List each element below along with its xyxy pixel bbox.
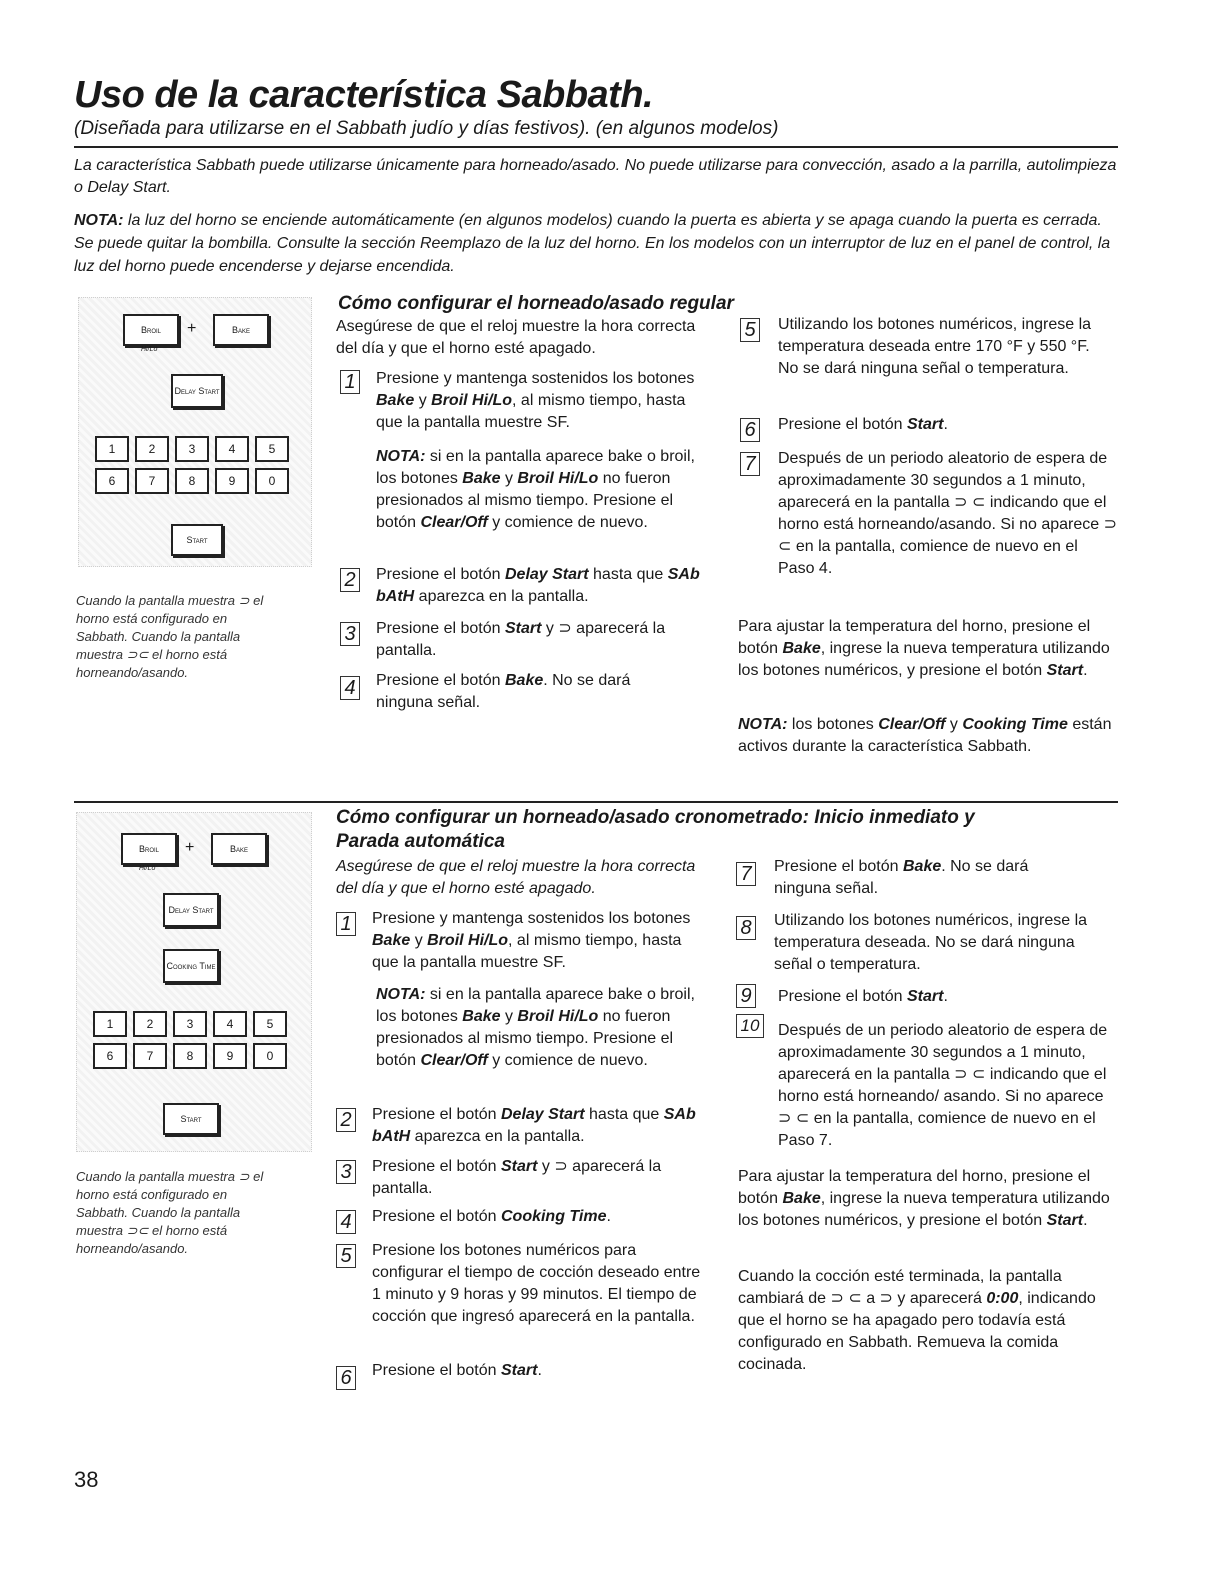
- section1-step-1-note: NOTA: si en la pantalla aparece bake o broil, los botones Bake y Broil Hi/Lo no fueron presionados al mismo tiempo. Presione el botón Clear/Off y comience de nuevo.: [376, 448, 695, 531]
- step-number-4: 4: [336, 1210, 356, 1234]
- start-key: Start: [163, 1103, 219, 1135]
- digit-key-1: 1: [93, 1011, 127, 1037]
- section1-step-1: Presione y mantenga sostenidos los botones Bake y Broil Hi/Lo, al mismo tiempo, hasta que la pantalla muestre SF.: [376, 370, 695, 431]
- panel-caption-2: Cuando la pantalla muestra ⊃ el horno está configurado en Sabbath. Cuando la pantalla muestra ⊃⊂ el horno está horneando/asando.: [76, 1169, 264, 1256]
- cooking-time-key: Cooking Time: [163, 949, 219, 983]
- step-number-3: 3: [336, 1160, 356, 1184]
- broil-key: Broil: [121, 833, 177, 865]
- section1-step-2: Presione el botón Delay Start hasta que SAb bAtH aparezca en la pantalla.: [376, 566, 700, 605]
- delay-start-key: Delay Start: [171, 374, 223, 408]
- digit-key-3: 3: [173, 1011, 207, 1037]
- section2-intro: Asegúrese de que el reloj muestre la hora correcta del día y que el horno esté apagado.: [336, 858, 696, 897]
- broil-key: Broil: [123, 314, 179, 346]
- step-number-7: 7: [740, 452, 760, 476]
- bake-key: Bake: [213, 314, 269, 346]
- intro-paragraph: La característica Sabbath puede utilizarse únicamente para horneado/asado. No puede utilizarse para convección, asado a la parrilla, autolimpieza o Delay Start.: [74, 157, 1117, 196]
- step-number-5: 5: [740, 318, 760, 342]
- digit-key-7: 7: [133, 1043, 167, 1069]
- digit-key-9: 9: [215, 468, 249, 494]
- section2-step-8: Utilizando los botones numéricos, ingrese la temperatura deseada. No se dará ninguna señal o temperatura.: [774, 912, 1088, 973]
- step-number-7: 7: [736, 862, 756, 886]
- section1-step-3: Presione el botón Start y ⊃ aparecerá la pantalla.: [376, 620, 666, 659]
- section1-step-5: Utilizando los botones numéricos, ingrese la temperatura deseada entre 170 °F y 550 °F. No se dará ninguna señal o temperatura.: [778, 316, 1092, 377]
- section2-step-1-note: NOTA: si en la pantalla aparece bake o broil, los botones Bake y Broil Hi/Lo no fueron presionados al mismo tiempo. Presione el botón Clear/Off y comience de nuevo.: [376, 986, 695, 1069]
- digit-key-2: 2: [133, 1011, 167, 1037]
- section1-title: Cómo configurar el horneado/asado regular: [338, 293, 734, 314]
- step-number-10: 10: [736, 1014, 764, 1038]
- section2-step-4: Presione el botón Cooking Time.: [372, 1208, 611, 1225]
- start-key: Start: [171, 524, 223, 556]
- control-panel-illustration-2: [76, 812, 312, 1152]
- page-title: Uso de la característica Sabbath.: [74, 74, 654, 116]
- step-number-1: 1: [336, 912, 356, 936]
- section2-step-7: Presione el botón Bake. No se dará ninguna señal.: [774, 858, 1029, 897]
- page-number: 38: [74, 1467, 99, 1492]
- note-label: NOTA:: [74, 212, 124, 229]
- step-number-2: 2: [340, 568, 360, 592]
- section2-step-3: Presione el botón Start y ⊃ aparecerá la pantalla.: [372, 1158, 662, 1197]
- digit-key-0: 0: [255, 468, 289, 494]
- section1-step-4: Presione el botón Bake. No se dará ninguna señal.: [376, 672, 631, 711]
- control-panel-illustration-1: [78, 297, 312, 567]
- plus-sign: +: [187, 320, 197, 337]
- section2-step-5: Presione los botones numéricos para configurar el tiempo de cocción deseado entre 1 minuto y 9 horas y 99 minutos. El tiempo de cocción que ingresó aparecerá en la pantalla.: [372, 1242, 701, 1325]
- digit-key-3: 3: [175, 436, 209, 462]
- step-number-9: 9: [736, 984, 756, 1008]
- hilo-label: Hi/Lo: [139, 865, 156, 872]
- section1-note: NOTA: los botones Clear/Off y Cooking Time están activos durante la característica Sabbath.: [738, 716, 1112, 755]
- step-number-5: 5: [336, 1244, 356, 1268]
- section2-step-10: Después de un periodo aleatorio de espera de aproximadamente 30 segundos a 1 minuto, aparecerá en la pantalla ⊃ ⊂ indicando que el horno está horneando/ asando. Si no aparece ⊃ ⊂ en la pantalla, comience de nuevo en el Paso 7.: [778, 1022, 1108, 1149]
- digit-key-2: 2: [135, 436, 169, 462]
- section2-step-1: Presione y mantenga sostenidos los botones Bake y Broil Hi/Lo, al mismo tiempo, hasta que la pantalla muestre SF.: [372, 910, 691, 971]
- section2-step-6: Presione el botón Start.: [372, 1362, 542, 1379]
- section2-step-9: Presione el botón Start.: [778, 988, 948, 1005]
- step-number-6: 6: [740, 418, 760, 442]
- digit-key-5: 5: [255, 436, 289, 462]
- section-divider: [74, 801, 1118, 803]
- page-subtitle: (Diseñada para utilizarse en el Sabbath judío y días festivos). (en algunos modelos): [74, 118, 779, 139]
- digit-key-9: 9: [213, 1043, 247, 1069]
- section1-step-6: Presione el botón Start.: [778, 416, 948, 433]
- section2-step-2: Presione el botón Delay Start hasta que SAb bAtH aparezca en la pantalla.: [372, 1106, 696, 1145]
- digit-key-6: 6: [95, 468, 129, 494]
- step-number-3: 3: [340, 622, 360, 646]
- digit-key-8: 8: [173, 1043, 207, 1069]
- step-number-1: 1: [340, 370, 360, 394]
- plus-sign: +: [185, 839, 195, 856]
- section1-step-7: Después de un periodo aleatorio de espera de aproximadamente 30 segundos a 1 minuto, aparecerá en la pantalla ⊃ ⊂ indicando que el horno está horneando/asando. Si no aparece ⊃ ⊂ en la pantalla, comience de nuevo en el Paso 4.: [778, 450, 1117, 577]
- step-number-4: 4: [340, 676, 360, 700]
- step-number-8: 8: [736, 916, 756, 940]
- step-number-6: 6: [336, 1366, 356, 1390]
- digit-key-5: 5: [253, 1011, 287, 1037]
- section1-adjust: Para ajustar la temperatura del horno, presione el botón Bake, ingrese la nueva temperatura utilizando los botones numéricos, y presione el botón Start.: [738, 618, 1110, 679]
- section2-done: Cuando la cocción esté terminada, la pantalla cambiará de ⊃ ⊂ a ⊃ y aparecerá 0:00, indicando que el horno se ha apagado pero todavía está configurado en Sabbath. Remueva la comida cocinada.: [738, 1268, 1096, 1373]
- digit-key-6: 6: [93, 1043, 127, 1069]
- hilo-label: Hi/Lo: [141, 346, 158, 353]
- section1-intro: Asegúrese de que el reloj muestre la hora correcta del día y que el horno esté apagado.: [336, 318, 696, 357]
- panel-caption-1: Cuando la pantalla muestra ⊃ el horno está configurado en Sabbath. Cuando la pantalla muestra ⊃⊂ el horno está horneando/asando.: [76, 593, 264, 680]
- header-rule: [74, 146, 1118, 148]
- bake-key: Bake: [211, 833, 267, 865]
- digit-key-1: 1: [95, 436, 129, 462]
- digit-key-8: 8: [175, 468, 209, 494]
- digit-key-4: 4: [215, 436, 249, 462]
- section2-adjust: Para ajustar la temperatura del horno, presione el botón Bake, ingrese la nueva temperatura utilizando los botones numéricos, y presione el botón Start.: [738, 1168, 1110, 1229]
- note-text: la luz del horno se enciende automáticamente (en algunos modelos) cuando la puerta es abierta y se apaga cuando la puerta es cerrada. Se puede quitar la bombilla. Consulte la sección Reemplazo de la luz del horno. En los modelos con un interruptor de luz en el panel de control, la luz del horno puede encenderse y dejarse encendida.: [74, 212, 1111, 275]
- note-paragraph: [74, 209, 1118, 278]
- digit-key-7: 7: [135, 468, 169, 494]
- delay-start-key: Delay Start: [163, 893, 219, 927]
- step-number-2: 2: [336, 1108, 356, 1132]
- section2-title: Cómo configurar un horneado/asado cronometrado: Inicio inmediato y Parada automática: [336, 807, 975, 852]
- digit-key-0: 0: [253, 1043, 287, 1069]
- digit-key-4: 4: [213, 1011, 247, 1037]
